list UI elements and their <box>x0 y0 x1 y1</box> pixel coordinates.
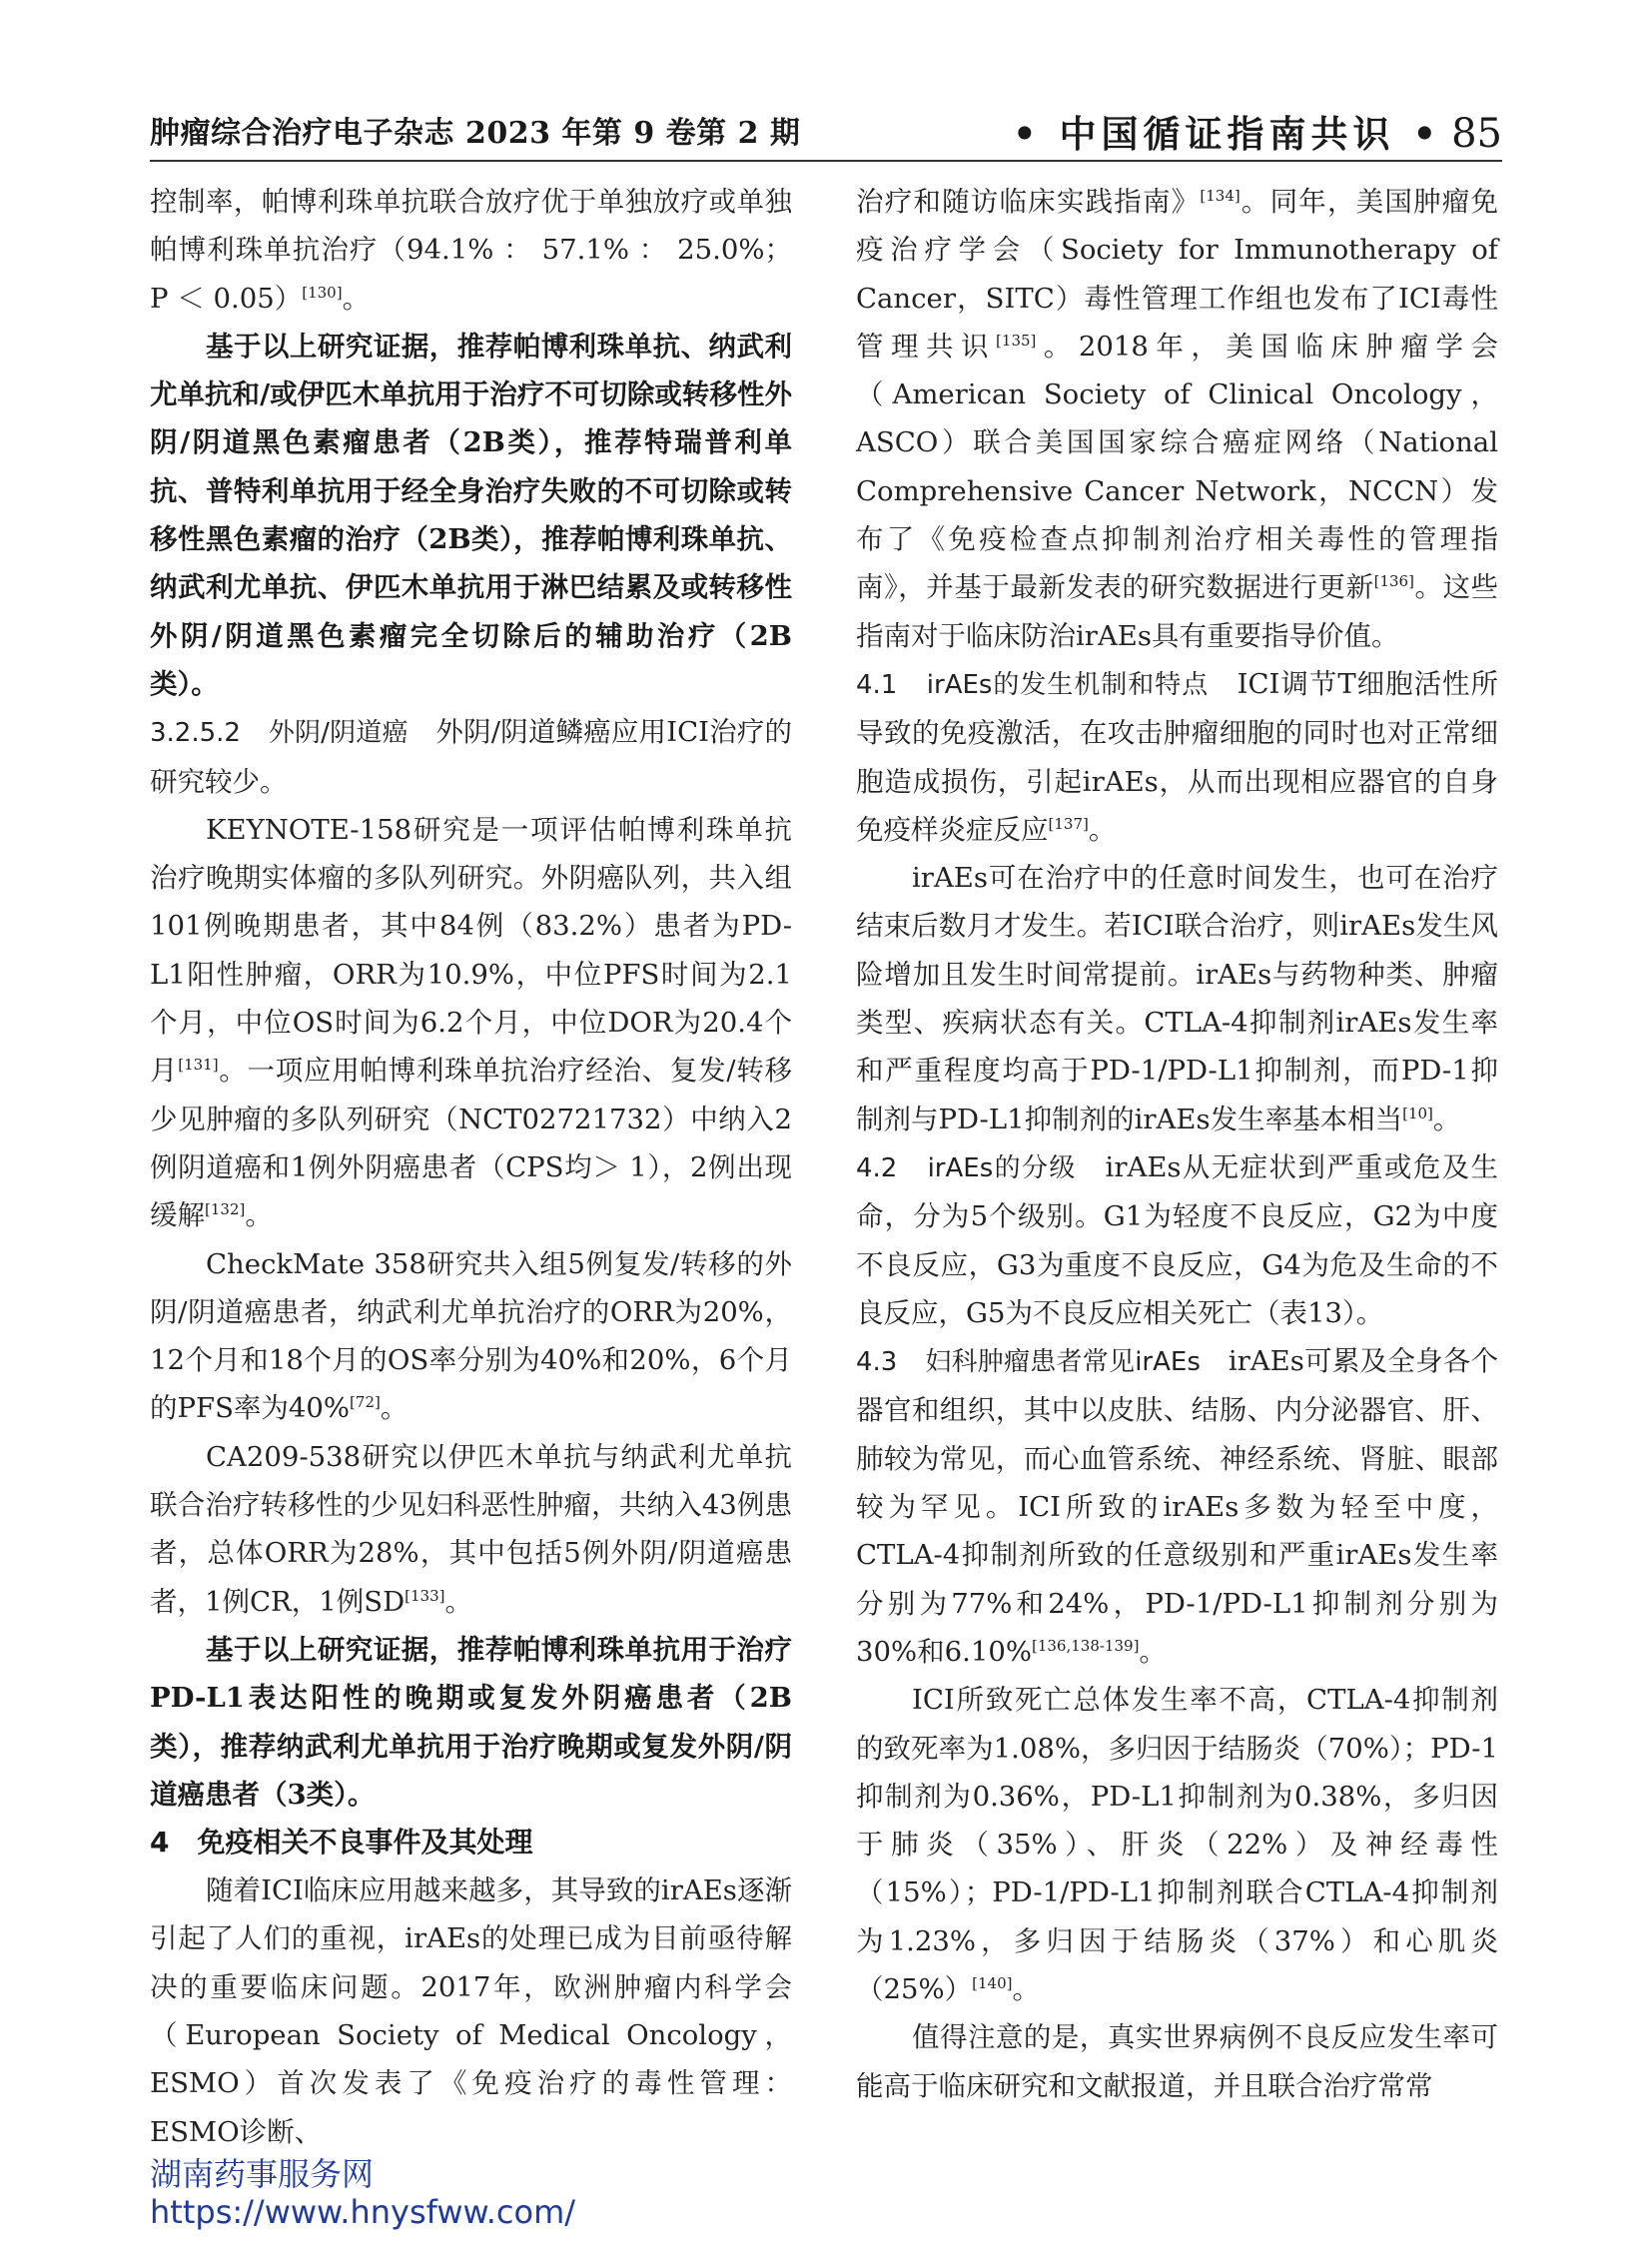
subsection-paragraph: 3.2.5.2 外阴/阴道癌 外阴/阴道鳞癌应用ICI治疗的研究较少。 <box>150 716 793 798</box>
paragraph: 值得注意的是，真实世界病例不良反应发生率可能高于临床研究和文献报道，并且联合治疗常常 <box>856 2021 1498 2102</box>
subsection-number: 4.2 <box>856 1152 898 1183</box>
subsection-number: 3.2.5.2 <box>150 718 241 749</box>
subsection-number: 4.1 <box>856 669 898 700</box>
header-divider <box>150 160 1502 162</box>
citation[interactable]: [10] <box>1402 1104 1433 1122</box>
paragraph: ICI所致死亡总体发生率不高，CTLA-4抑制剂的致死率为1.08%，多归因于结肠炎（70%）；PD-1抑制剂为0.36%，PD-L1抑制剂为0.38%，多归因于肺炎（35%）、肝炎（22%）及神经毒性（15%）；PD-1/PD-L1抑制剂联合CTLA-4抑制剂为1.23%，多归因于结肠炎（37%）和心肌炎（25%）[140]。 <box>856 1684 1498 2005</box>
subsection-paragraph: 4.2 irAEs的分级 irAEs从无症状到严重或危及生命，分为5个级别。G1为轻度不良反应，G2为中度不良反应，G3为重度不良反应，G4为危及生命的不良反应，G5为不良反应相关死亡（表13）。 <box>856 1150 1498 1329</box>
citation[interactable]: [140] <box>972 1973 1013 1992</box>
paragraph: CA209-538研究以伊匹木单抗与纳武利尤单抗联合治疗转移性的少见妇科恶性肿瘤，共纳入43例患者，总体ORR为28%，其中包括5例外阴/阴道癌患者，1例CR，1例SD[133]。 <box>150 1440 792 1618</box>
paragraph: CheckMate 358研究共入组5例复发/转移的外阴/阴道癌患者，纳武利尤单抗治疗的ORR为20%，12个月和18个月的OS率分别为40%和20%，6个月的PFS率为40%[72]。 <box>150 1247 792 1425</box>
right-column <box>856 178 1498 2110</box>
citation[interactable]: [137] <box>1048 814 1089 833</box>
citation[interactable]: [72] <box>350 1393 381 1412</box>
citation[interactable]: [136,138-139] <box>1031 1636 1140 1655</box>
journal-info: 肿瘤综合治疗电子杂志 2023 年第 9 卷第 2 期 <box>150 116 801 151</box>
citation[interactable]: [135] <box>996 331 1037 350</box>
left-column <box>150 178 792 2156</box>
citation[interactable]: [133] <box>405 1586 445 1605</box>
subsection-title: irAEs的发生机制和特点 <box>926 669 1210 700</box>
citation[interactable]: [132] <box>205 1200 246 1219</box>
citation[interactable]: [130] <box>302 283 343 302</box>
section-heading: 4 免疫相关不良事件及其处理 <box>150 1826 533 1860</box>
subsection-title: 外阴/阴道癌 <box>268 718 409 749</box>
subsection-title: irAEs的分级 <box>927 1152 1077 1183</box>
subsection-paragraph: 4.3 妇科肿瘤患者常见irAEs irAEs可累及全身各个器官和组织，其中以皮肤、结肠、内分泌器官、肝、肺较为常见，而心血管系统、神经系统、肾脏、眼部较为罕见。ICI所致的irAEs多数为轻至中度，CTLA-4抑制剂所致的任意级别和严重irAEs发生率分别为77%和24%，PD-1/PD-L1抑制剂分别为30%和6.10%[136,138-139]。 <box>856 1345 1498 1668</box>
citation[interactable]: [134] <box>1200 186 1240 205</box>
subsection-number: 4.3 <box>856 1347 898 1378</box>
paragraph: irAEs可在治疗中的任意时间发生，也可在治疗结束后数月才发生。若ICI联合治疗，则irAEs发生风险增加且发生时间常提前。irAEs与药物种类、肿瘤类型、疾病状态有关。CTLA-4抑制剂irAEs发生率和严重程度均高于PD-1/PD-L1抑制剂，而PD-1抑制剂与PD-L1抑制剂的irAEs发生率基本相当[10]。 <box>856 862 1498 1135</box>
citation[interactable]: [136] <box>1373 572 1414 591</box>
recommendation-paragraph: 基于以上研究证据，推荐帕博利珠单抗、纳武利尤单抗和/或伊匹木单抗用于治疗不可切除或转移性外阴/阴道黑色素瘤患者（2B类），推荐特瑞普利单抗、普特利单抗用于经全身治疗失败的不可切除或转移性黑色素瘤的治疗（2B类），推荐帕博利珠单抗、纳武利尤单抗、伊匹木单抗用于淋巴结累及或转移性外阴/阴道黑色素瘤完全切除后的辅助治疗（2B类）。 <box>150 330 792 700</box>
section-title: • 中国循证指南共识 • <box>1013 112 1442 156</box>
paragraph: 控制率，帕博利珠单抗联合放疗优于单独放疗或单独帕博利珠单抗治疗（94.1% ： 57.1% ： 25.0%；P ＜ 0.05）[130]。 <box>150 186 792 315</box>
subsection-paragraph: 4.1 irAEs的发生机制和特点 ICI调节T细胞活性所导致的免疫激活，在攻击肿瘤细胞的同时也对正常细胞造成损伤，引起irAEs，从而出现相应器官的自身免疫样炎症反应[137]。 <box>856 667 1499 846</box>
recommendation-paragraph: 基于以上研究证据，推荐帕博利珠单抗用于治疗PD-L1表达阳性的晚期或复发外阴癌患者（2B类），推荐纳武利尤单抗用于治疗晚期或复发外阴/阴道癌患者（3类）。 <box>150 1633 792 1811</box>
paragraph: KEYNOTE-158研究是一项评估帕博利珠单抗治疗晚期实体瘤的多队列研究。外阴癌队列，共入组101例晚期患者，其中84例（83.2%）患者为PD-L1阳性肿瘤，ORR为10.9%，中位PFS时间为2.1个月，中位OS时间为6.2个月，中位DOR为20.4个月[131]。一项应用帕博利珠单抗治疗经治、复发/转移少见肿瘤的多队列研究（NCT02721732）中纳入2例阴道癌和1例外阴癌患者（CPS均＞ 1），2例出现缓解[132]。 <box>150 813 793 1232</box>
paragraph: 治疗和随访临床实践指南》[134]。同年，美国肿瘤免疫治疗学会（Society for Immunotherapy of Cancer，SITC）毒性管理工作组也发布了ICI毒性管理共识[135]。2018年，美国临床肿瘤学会（American Society of Clinical Oncology，ASCO）联合美国国家综合癌症网络（National Comprehensive Cancer Network，NCCN）发布了《免疫检查点抑制剂治疗相关毒性的管理指南》，并基于最新发表的研究数据进行更新[136]。这些指南对于临床防治irAEs具有重要指导价值。 <box>856 186 1499 652</box>
page-number: 85 <box>1451 111 1502 157</box>
paragraph: 随着ICI临床应用越来越多，其导致的irAEs逐渐引起了人们的重视，irAEs的处理已成为目前亟待解决的重要临床问题。2017年，欧洲肿瘤内科学会（European Society of Medical Oncology，ESMO）首次发表了《免疫治疗的毒性管理：ESMO诊断、 <box>150 1874 792 2148</box>
citation[interactable]: [131] <box>178 1056 219 1075</box>
subsection-title: 妇科肿瘤患者常见irAEs <box>925 1347 1201 1378</box>
section-header <box>1013 104 1502 158</box>
footer-link[interactable]: https://www.hnysfww.com/ <box>150 2193 576 2231</box>
footer-site-name: 湖南药事服务网 <box>150 2155 375 2193</box>
